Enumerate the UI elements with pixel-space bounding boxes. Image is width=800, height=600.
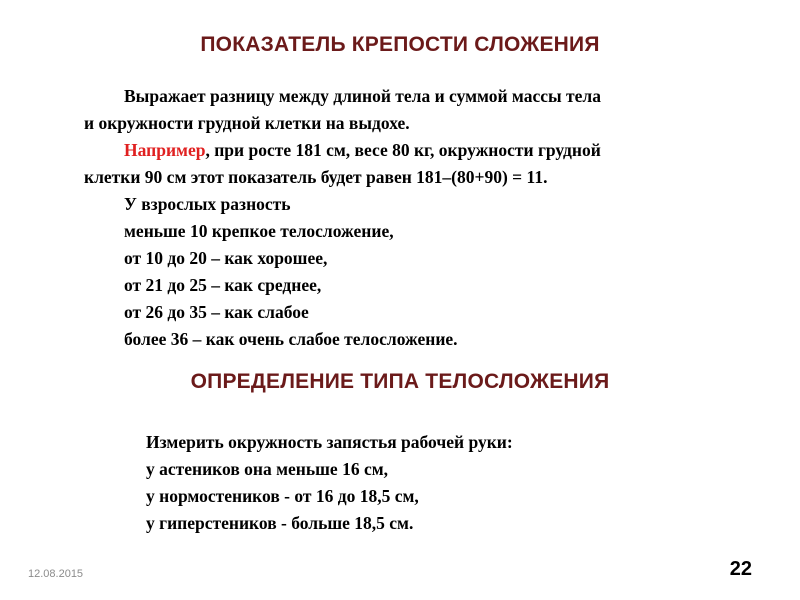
- section-title-body-strength: ПОКАЗАТЕЛЬ КРЕПОСТИ СЛОЖЕНИЯ: [200, 33, 600, 56]
- section-title-body-type: ОПРЕДЕЛЕНИЕ ТИПА ТЕЛОСЛОЖЕНИЯ: [190, 370, 610, 393]
- strength-index-text: [84, 83, 754, 353]
- list-item: от 10 до 20 – как хорошее,: [124, 248, 328, 268]
- example-text: , при росте 181 см, весе 80 кг, окружности грудной: [205, 140, 601, 160]
- paragraph-line: и окружности грудной клетки на выдохе.: [84, 113, 410, 133]
- paragraph-line: Выражает разницу между длиной тела и суммой массы тела: [124, 86, 601, 106]
- paragraph-line: Измерить окружность запястья рабочей руки:: [146, 432, 513, 452]
- example-line: [84, 137, 754, 164]
- page-number: 22: [729, 558, 752, 580]
- list-intro: У взрослых разность: [124, 194, 291, 214]
- list-item: у астеников она меньше 16 см,: [146, 459, 389, 479]
- list-item: у гиперстеников - больше 18,5 см.: [146, 513, 414, 533]
- slide-date: 12.08.2015: [28, 568, 84, 580]
- list-item: у нормостеников - от 16 до 18,5 см,: [146, 486, 419, 506]
- list-item: от 21 до 25 – как среднее,: [124, 275, 322, 295]
- list-item: меньше 10 крепкое телосложение,: [124, 221, 394, 241]
- list-item: от 26 до 35 – как слабое: [124, 302, 309, 322]
- example-highlight: Например: [124, 140, 206, 160]
- body-type-text: [146, 429, 746, 537]
- list-item: более 36 – как очень слабое телосложение.: [124, 329, 458, 349]
- paragraph-line: клетки 90 см этот показатель будет равен 181–(80+90) = 11.: [84, 167, 548, 187]
